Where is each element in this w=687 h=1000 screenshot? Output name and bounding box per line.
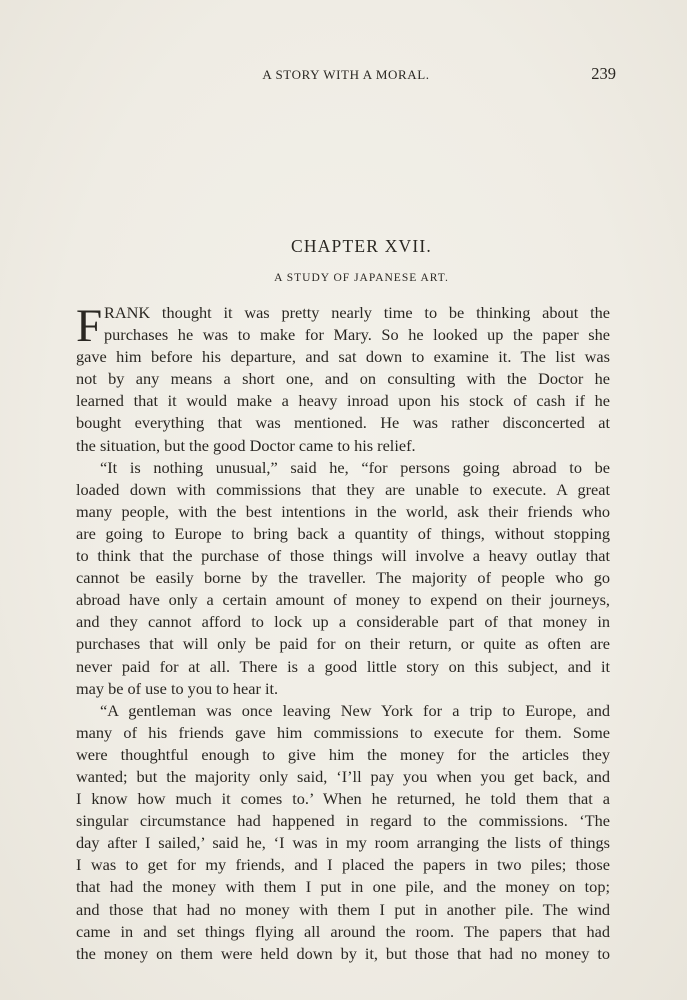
text-line: loaded down with commissions that they are unable to execute. A great xyxy=(76,479,610,499)
text-line: were thoughtful enough to give him the money for the articles they xyxy=(76,744,610,764)
text-line: may be of use to you to hear it. xyxy=(76,678,279,698)
text-line: came in and set things flying all around the room. The papers that had xyxy=(76,921,610,941)
chapter-number: CHAPTER XVII. xyxy=(290,236,432,256)
text-line: learned that it would make a heavy inroad upon his stock of cash if he xyxy=(76,391,610,411)
text-line: to think that the purchase of those things will involve a heavy outlay that xyxy=(76,546,610,566)
text-line: I was to get for my friends, and I placed the papers in two piles; those xyxy=(76,855,610,875)
text-line: singular circumstance had happened in regard to the commissions. ‘The xyxy=(76,811,610,831)
text-line: gave him before his departure, and sat down to examine it. The list was xyxy=(76,347,610,367)
text-line: purchases that will only be paid for on their return, or quite as often are xyxy=(76,634,610,654)
text-line: the situation, but the good Doctor came to his relief. xyxy=(76,435,416,455)
text-line: wanted; but the majority only said, ‘I’ll pay you when you get back, and xyxy=(76,766,610,786)
text-line: “A gentleman was once leaving New York for a trip to Europe, and xyxy=(100,700,610,720)
chapter-title: A STUDY OF JAPANESE ART. xyxy=(274,272,449,284)
text-line: many of his friends gave him commissions to execute for them. Some xyxy=(76,722,610,742)
page-number: 239 xyxy=(591,64,616,83)
text-line: purchases he was to make for Mary. So he looked up the paper she xyxy=(104,325,610,345)
running-title: A STORY WITH A MORAL. xyxy=(262,67,430,82)
text-line: I know how much it comes to.’ When he returned, he told them that a xyxy=(76,789,610,809)
text-line: never paid for at all. There is a good little story on this subject, and it xyxy=(76,656,610,676)
text-line: abroad have only a certain amount of money to expend on their journeys, xyxy=(76,590,610,610)
text-line: are going to Europe to bring back a quantity of things, without stopping xyxy=(76,523,610,543)
text-line: not by any means a short one, and on consulting with the Doctor he xyxy=(76,369,610,389)
text-line: and those that had no money with them I put in another pile. The wind xyxy=(76,899,610,919)
drop-cap: F xyxy=(76,300,103,352)
text-line: cannot be easily borne by the traveller. The majority of people who go xyxy=(76,568,610,588)
text-line: bought everything that was mentioned. He was rather disconcerted at xyxy=(76,413,610,433)
text-line: that had the money with them I put in one pile, and the money on top; xyxy=(76,877,610,897)
text-line: and they cannot afford to lock up a considerable part of that money in xyxy=(76,612,610,632)
text-line: day after I sailed,’ said he, ‘I was in my room arranging the lists of things xyxy=(76,833,610,853)
text-line: many people, with the best intentions in the world, ask their friends who xyxy=(76,501,610,521)
running-head xyxy=(76,64,616,84)
text-line: “It is nothing unusual,” said he, “for persons going abroad to be xyxy=(100,457,610,477)
body-text xyxy=(76,302,610,965)
text-line: the money on them were held down by it, but those that had no money to xyxy=(76,943,610,963)
text-line: RANK thought it was pretty nearly time to be thinking about the xyxy=(104,303,610,322)
